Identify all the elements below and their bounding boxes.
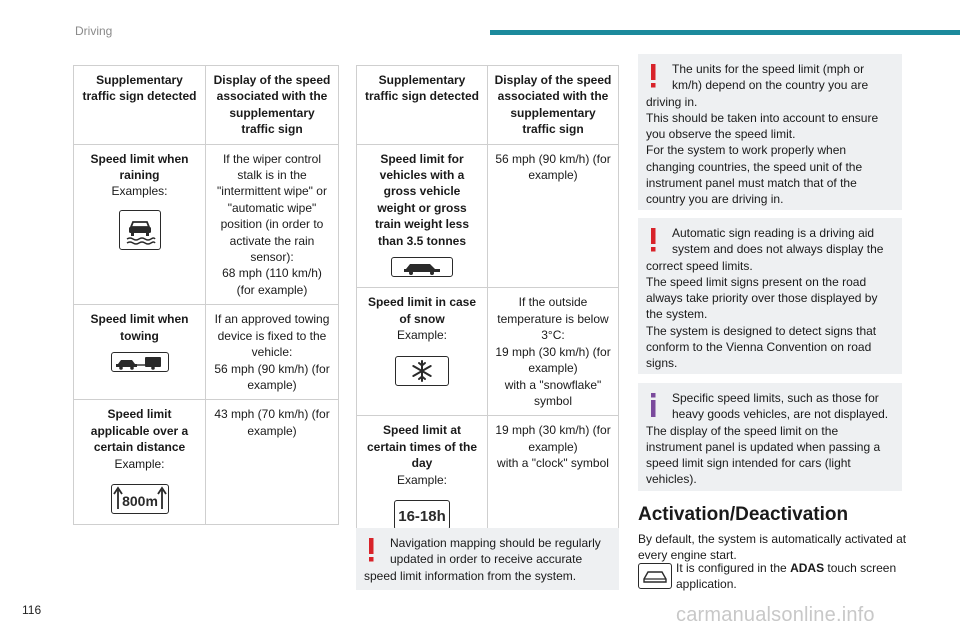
row-symbol-note: with a "clock" symbol — [497, 456, 609, 471]
time-range-label: 16-18h — [398, 507, 446, 525]
warning-exclamation-icon — [648, 227, 658, 253]
adas-app-name: ADAS — [790, 561, 825, 575]
table-row — [357, 144, 619, 288]
section-title-activation: Activation/Deactivation — [638, 504, 849, 525]
row-speed-value: 68 mph (110 km/h) (for example) — [222, 266, 322, 297]
row-subtitle: Example: — [396, 328, 448, 343]
row-title: Speed limit applicable over a certain distance — [90, 407, 189, 455]
warning-notice-navigation — [356, 528, 619, 590]
supplementary-signs-table-right — [356, 65, 619, 541]
wet-road-icon — [119, 210, 161, 250]
notice-text: The system is designed to detect signs that conform to the Vienna Convention on road signs. — [646, 323, 877, 371]
notice-text: speed limit information from the system. — [364, 568, 577, 583]
row-title: Speed limit at certain times of the day — [366, 423, 478, 471]
row-speed-value: 19 mph (30 km/h) (for example) — [495, 344, 611, 376]
info-notice-specific-limits — [638, 383, 902, 491]
table-row — [74, 144, 339, 305]
row-title: Speed limit when raining — [90, 151, 189, 183]
header-accent-bar — [490, 30, 960, 35]
warning-notice-units — [638, 54, 902, 210]
table-header-sign: Supplementary traffic sign detected — [357, 66, 488, 145]
row-subtitle: Example: — [114, 456, 165, 471]
row-title: Speed limit for vehicles with a gross vehicle weight or gross train weight less than 3.5 tonnes — [374, 151, 470, 248]
adas-config-line — [638, 560, 908, 593]
distance-label: 800m — [121, 492, 158, 509]
notice-text: The speed limit signs present on the road always take priority over those displayed by the system. — [646, 274, 878, 322]
adas-text-before: It is configured in the — [676, 561, 791, 575]
row-speed-value: 19 mph (30 km/h) (for example) — [495, 423, 611, 454]
adas-car-icon — [638, 563, 672, 589]
notice-text: The units for the speed limit (mph or km/h) depend on the country you are — [672, 62, 869, 93]
notice-text: This should be taken into account to ensure you observe the speed limit. — [646, 110, 879, 142]
car-icon — [391, 257, 453, 277]
table-row — [74, 400, 339, 525]
notice-text: Navigation mapping should be regularly updated in order to receive accurate — [390, 536, 601, 567]
notice-text: correct speed limits. — [646, 258, 753, 273]
watermark: carmanualsonline.info — [676, 604, 875, 626]
table-header-row — [357, 66, 619, 145]
row-subtitle: Examples: — [111, 184, 168, 199]
notice-text: Automatic sign reading is a driving aid system and does not always display the — [672, 226, 884, 257]
adas-text-after: touch screen application. — [676, 561, 897, 592]
row-description: If the wiper control stalk is in the "intermittent wipe" or "automatic wipe" position (in order to activate the rain sensor): — [217, 151, 327, 265]
table-header-sign: Supplementary traffic sign detected — [74, 66, 206, 145]
page-number: 116 — [22, 603, 42, 617]
row-speed-value: 56 mph (90 km/h) (for example) — [495, 151, 611, 183]
notice-text: For the system to work properly when changing countries, the speed unit of the instrument panel must match that of the country you are driving in. — [646, 143, 863, 207]
table-row — [357, 288, 619, 416]
table-header-display: Display of the speed associated with the supplementary traffic sign — [488, 66, 619, 145]
row-symbol-note: with a "snowflake" symbol — [504, 377, 602, 408]
distance-800m-icon — [111, 484, 169, 514]
row-speed-value: 43 mph (70 km/h) (for example) — [214, 407, 330, 438]
row-description: If an approved towing device is fixed to the vehicle: — [214, 312, 330, 360]
row-subtitle: Example: — [396, 472, 448, 487]
notice-text: driving in. — [646, 94, 698, 109]
table-header-row — [74, 66, 339, 145]
supplementary-signs-table-left — [73, 65, 339, 525]
snowflake-icon — [395, 356, 449, 386]
row-title: Speed limit in case of snow — [367, 295, 477, 326]
car-towing-trailer-icon — [111, 352, 169, 372]
notice-text: The display of the speed limit on the instrument panel is updated when passing a speed limit sign intended for cars (light vehicles). — [646, 423, 881, 487]
warning-exclamation-icon — [366, 537, 376, 563]
row-speed-value: 56 mph (90 km/h) (for example) — [214, 361, 330, 392]
section-header: Driving — [75, 24, 113, 38]
row-title: Speed limit when towing — [90, 312, 189, 343]
info-icon — [648, 392, 658, 418]
table-header-display: Display of the speed associated with the supplementary traffic sign — [206, 66, 339, 145]
time-range-icon — [394, 500, 450, 530]
table-row — [357, 416, 619, 541]
table-row — [74, 305, 339, 400]
notice-text: Specific speed limits, such as those for heavy goods vehicles, are not displayed. — [672, 391, 889, 422]
activation-body: By default, the system is automatically activated at every engine start. — [638, 532, 907, 563]
warning-notice-auto-reading — [638, 218, 902, 374]
row-description: If the outside temperature is below 3°C: — [497, 295, 609, 343]
warning-exclamation-icon — [648, 63, 658, 89]
